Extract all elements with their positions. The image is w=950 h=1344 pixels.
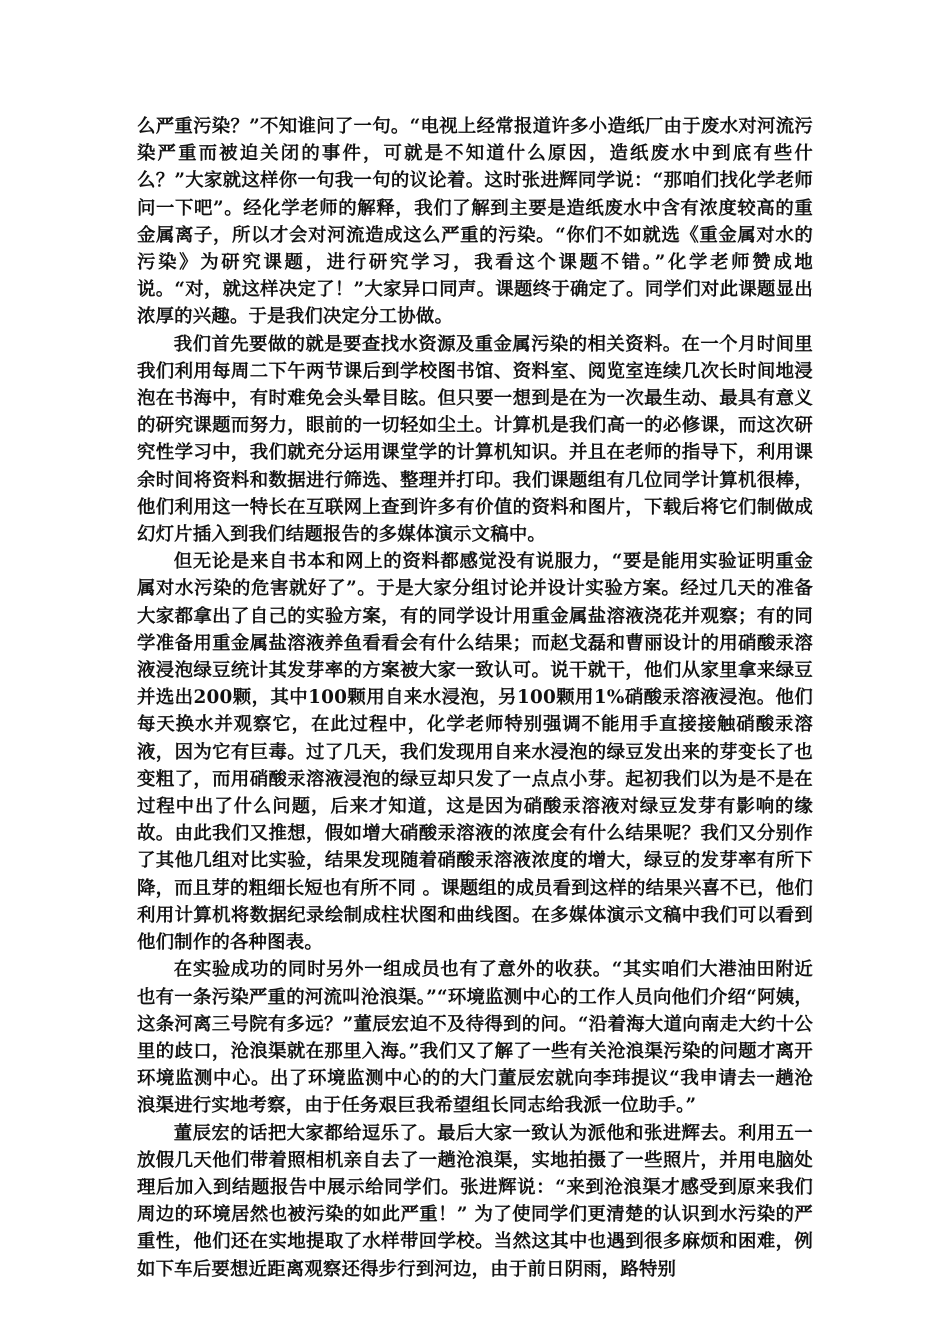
paragraph-4: 在实验成功的同时另外一组成员也有了意外的收获。“其实咱们大港油田附近也有一条污染严重的河流叫沧浪渠。”“环境监测中心的工作人员向他们介绍“阿姨，这条河离三号院有多远？”董辰宏迫不及待得到的问。“沿着海大道向南走大约十公里的歧口，沧浪渠就在那里入海。”我们又了解了一些有关沧浪渠污染的问题才离开环境监测中心。出了环境监测中心的的大门董辰宏就向李玮提议“我申请去一趟沧浪渠进行实地考察，由于任务艰巨我希望组长同志给我派一位助手。” [137, 959, 813, 1117]
paragraph-1: 么严重污染？”不知谁问了一句。“电视上经常报道许多小造纸厂由于废水对河流污染严重而被迫关闭的事件，可就是不知道什么原因，造纸废水中到底有些什么？”大家就这样你一句我一句的议论着。这时张进辉同学说：“那咱们找化学老师问一下吧”。经化学老师的解释，我们了解到主要是造纸废水中含有浓度较高的重金属离子，所以才会对河流造成这么严重的污染。“你们不如就选《重金属对水的污染》为研究课题，进行研究学习，我看这个课题不错。”化学老师赞成地说。“对，就这样决定了！”大家异口同声。课题终于确定了。同学们对此课题显出浓厚的兴趣。于是我们决定分工协做。 [137, 116, 813, 328]
paragraph-5: 董辰宏的话把大家都给逗乐了。最后大家一致认为派他和张进辉去。利用五一放假几天他们带着照相机亲自去了一趟沧浪渠，实地拍摄了一些照片，并用电脑处理后加入到结题报告中展示给同学们。张进辉说：“来到沧浪渠才感受到原来我们周边的环境居然也被污染的如此严重！” 为了使同学们更清楚的认识到水污染的严重性，他们还在实地提取了水样带回学校。当然这其中也遇到很多麻烦和困难，例如下车后要想近距离观察还得步行到河边，由于前日阴雨，路特别 [137, 1122, 813, 1280]
paragraph-2: 我们首先要做的就是要查找水资源及重金属污染的相关资料。在一个月时间里我们利用每周二下午两节课后到学校图书馆、资料室、阅览室连续几次长时间地浸泡在书海中，有时难免会头晕目眩。但只要一想到是在为一次最生动、最具有意义的研究课题而努力，眼前的一切轻如尘土。计算机是我们高一的必修课，而这次研究性学习中，我们就充分运用课堂学的计算机知识。并且在老师的指导下，利用课余时间将资料和数据进行筛选、整理并打印。我们课题组有几位同学计算机很棒，他们利用这一特长在互联网上查到许多有价值的资料和图片，下载后将它们制做成幻灯片插入到我们结题报告的多媒体演示文稿中。 [137, 333, 813, 546]
paragraph-3: 但无论是来自书本和网上的资料都感觉没有说服力，“要是能用实验证明重金属对水污染的危害就好了”。于是大家分组讨论并设计实验方案。经过几天的准备大家都拿出了自己的实验方案，有的同学设计用重金属盐溶液浇花并观察；有的同学准备用重金属盐溶液养鱼看看会有什么结果；而赵戈磊和曹丽设计的用硝酸汞溶液浸泡绿豆统计其发芽率的方案被大家一致认可。说干就干，他们从家里拿来绿豆并选出200颗，其中100颗用自来水浸泡，另100颗用1%硝酸汞溶液浸泡。他们每天换水并观察它，在此过程中，化学老师特别强调不能用手直接接触硝酸汞溶液，因为它有巨毒。过了几天，我们发现用自来水浸泡的绿豆发出来的芽变长了也变粗了，而用硝酸汞溶液浸泡的绿豆却只发了一点点小芽。起初我们以为是不是在过程中出了什么问题，后来才知道，这是因为硝酸汞溶液对绿豆发芽有影响的缘故。由此我们又推想，假如增大硝酸汞溶液的浓度会有什么结果呢？我们又分别作了其他几组对比实验，结果发现随着硝酸汞溶液浓度的增大，绿豆的发芽率有所下降，而且芽的粗细长短也有所不同 。课题组的成员看到这样的结果兴喜不已，他们利用计算机将数据纪录绘制成柱状图和曲线图。在多媒体演示文稿中我们可以看到他们制作的各种图表。 [137, 551, 813, 954]
document-body [137, 113, 813, 1283]
